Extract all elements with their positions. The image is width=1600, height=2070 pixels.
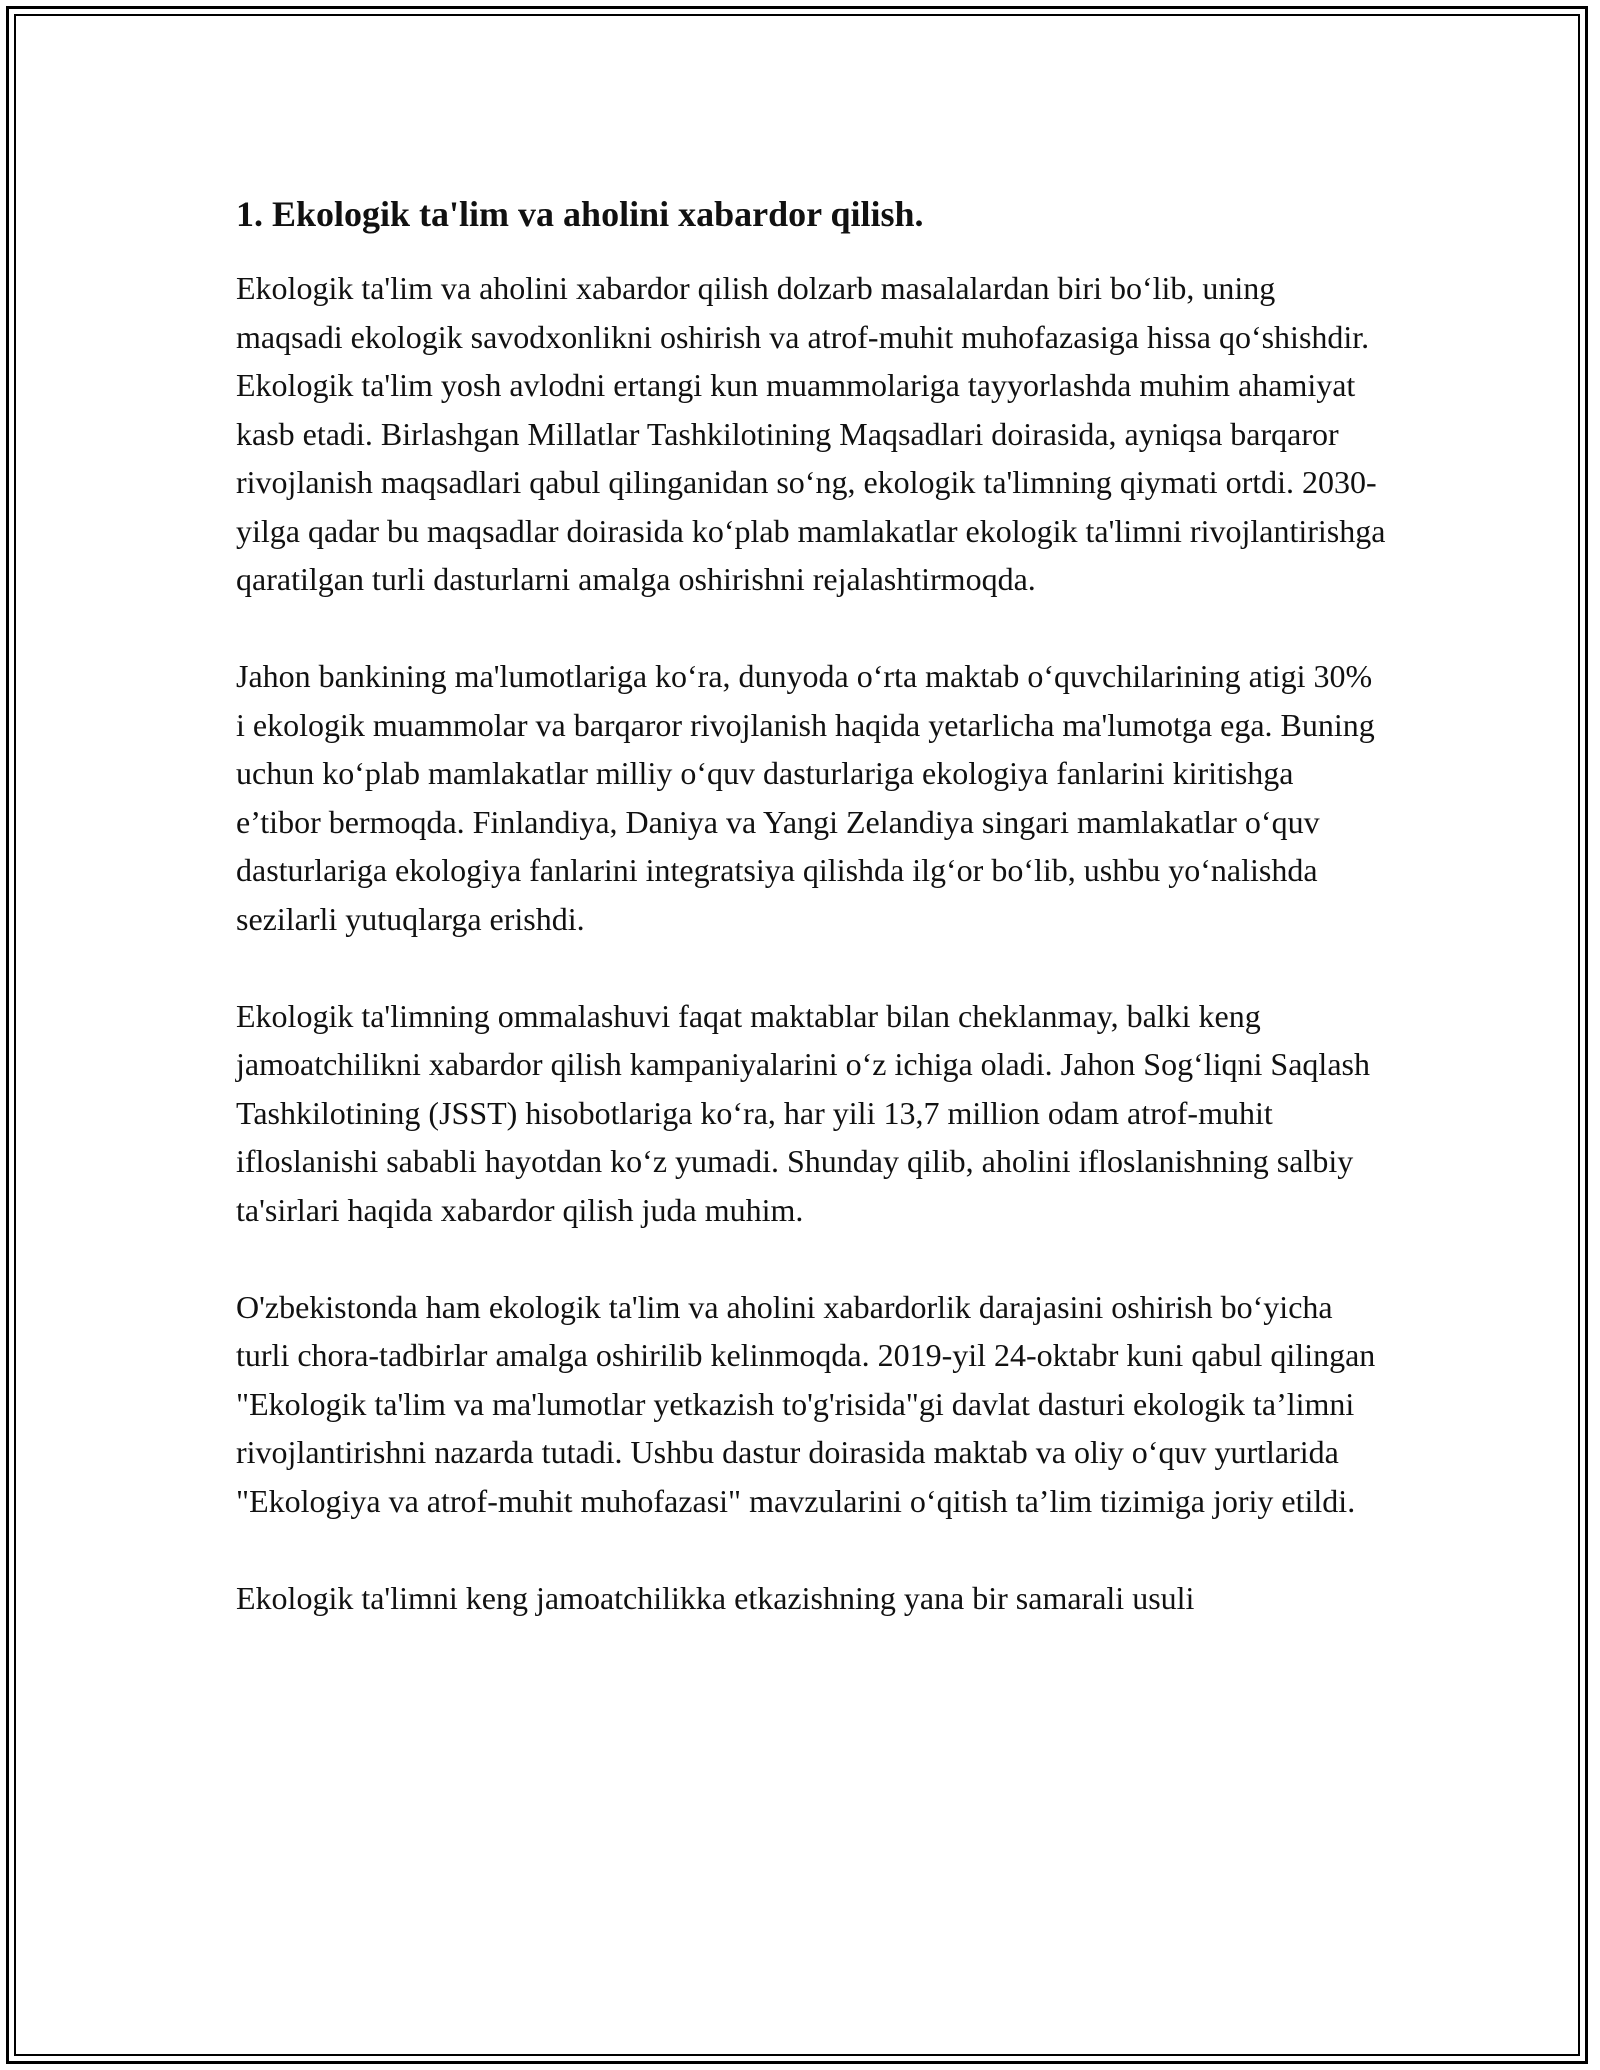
paragraph-1: Ekologik ta'lim va aholini xabardor qilish dolzarb masalalardan biri bo‘lib, uning maqsadi ekologik savodxonlikni oshirish va atrof-muhit muhofazasiga hissa qo‘shishdir. Ekologik ta'lim yosh avlodni ertangi kun muammolariga tayyorlashda muhim ahamiyat kasb etadi. Birlashgan Millatlar Tashkilotining Maqsadlari doirasida, ayniqsa barqaror rivojlanish maqsadlari qabul qilinganidan so‘ng, ekologik ta'limning qiymati ortdi. 2030-yilga qadar bu maqsadlar doirasida ko‘plab mamlakatlar ekologik ta'limni rivojlantirishga qaratilgan turli dasturlarni amalga oshirishni rejalashtirmoqda. (236, 270, 1386, 597)
paragraph-3: Ekologik ta'limning ommalashuvi faqat maktablar bilan cheklanmay, balki keng jamoatchilikni xabardor qilish kampaniyalarini o‘z ichiga oladi. Jahon Sog‘liqni Saqlash Tashkilotining (JSST) hisobotlariga ko‘ra, har yili 13,7 million odam atrof-muhit ifloslanishi sababli hayotdan ko‘z yumadi. Shunday qilib, aholini ifloslanishning salbiy ta'sirlari haqida xabardor qilish juda muhim. (236, 997, 1370, 1228)
paragraph-5: Ekologik ta'limni keng jamoatchilikka etkazishning yana bir samarali usuli (236, 1579, 1195, 1616)
section-heading: 1. Ekologik ta'lim va aholini xabardor qilish. (236, 194, 924, 234)
document-body (236, 190, 1386, 1622)
paragraph-2: Jahon bankining ma'lumotlariga ko‘ra, dunyoda o‘rta maktab o‘quvchilarining atigi 30% i ekologik muammolar va barqaror rivojlanish haqida yetarlicha ma'lumotga ega. Buning uchun ko‘plab mamlakatlar milliy o‘quv dasturlariga ekologiya fanlarini kiritishga e’tibor bermoqda. Finlandiya, Daniya va Yangi Zelandiya singari mamlakatlar o‘quv dasturlariga ekologiya fanlarini integratsiya qilishda ilg‘or bo‘lib, ushbu yo‘nalishda sezilarli yutuqlarga erishdi. (236, 658, 1375, 937)
paragraph-4: O'zbekistonda ham ekologik ta'lim va aholini xabardorlik darajasini oshirish bo‘yicha turli chora-tadbirlar amalga oshirilib kelinmoqda. 2019-yil 24-oktabr kuni qabul qilingan "Ekologik ta'lim va ma'lumotlar yetkazish to'g'risida"gi davlat dasturi ekologik ta’limni rivojlantirishni nazarda tutadi. Ushbu dastur doirasida maktab va oliy o‘quv yurtlarida "Ekologiya va atrof-muhit muhofazasi" mavzularini o‘qitish ta’lim tizimiga joriy etildi. (236, 1288, 1376, 1519)
